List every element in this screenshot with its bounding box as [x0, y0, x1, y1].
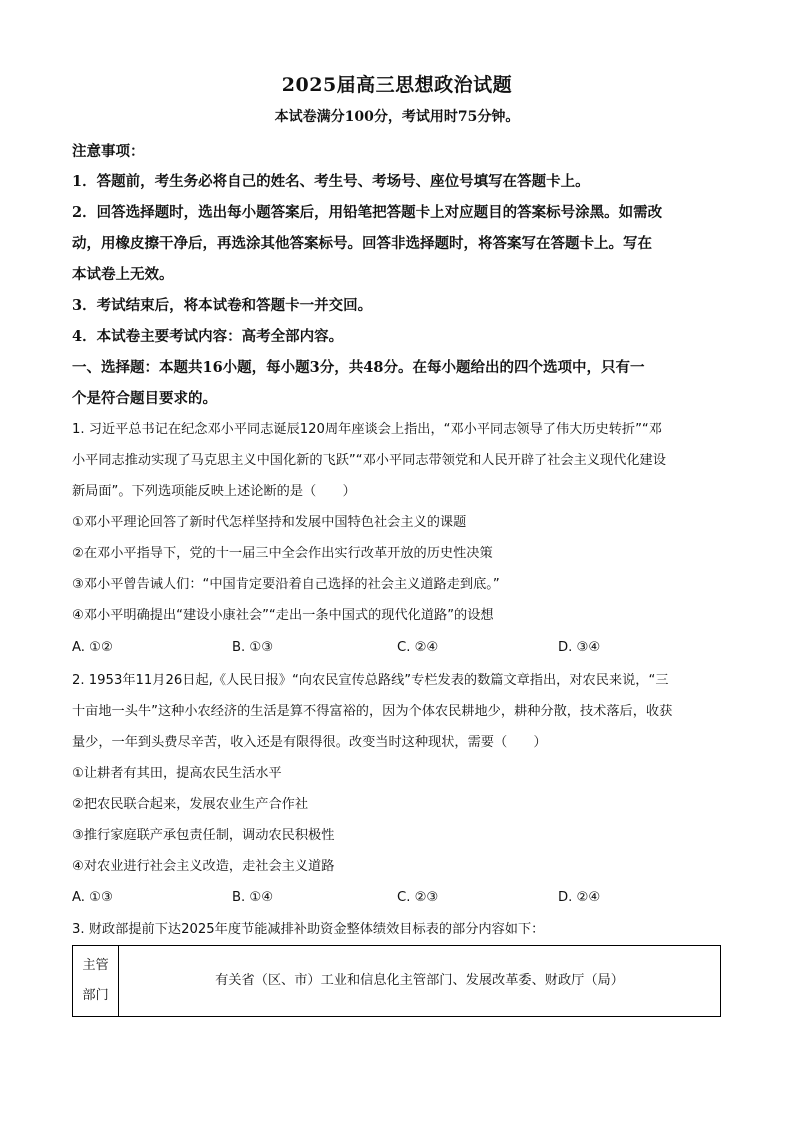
notice-item: 1．答题前，考生务必将自己的姓名、考生号、考场号、座位号填写在答题卡上。: [72, 173, 590, 190]
page-title: 2025届高三思想政治试题: [281, 74, 513, 96]
notice-item: 动，用橡皮擦干净后，再选涂其他答案标号。回答非选择题时，将答案写在答题卡上。写在: [72, 235, 652, 252]
notice-item: 3．考试结束后，将本试卷和答题卡一并交回。: [72, 297, 373, 314]
table-header-cell: [73, 946, 119, 1016]
question-3-stem: 3. 财政部提前下达2025年度节能减排补助资金整体绩效目标表的部分内容如下：: [72, 922, 545, 937]
exam-info: 本试卷满分100分，考试用时75分钟。: [274, 109, 520, 125]
question-1-stem: 新局面”。下列选项能反映上述论断的是（ ）: [72, 484, 356, 499]
question-2-item: ①让耕者有其田，提高农民生活水平: [72, 766, 282, 781]
option-d[interactable]: D. ②④: [558, 890, 601, 905]
question-1-stem: 小平同志推动实现了马克思主义中国化新的飞跃”“邓小平同志带领党和人民开辟了社会主义现代化建设: [72, 453, 666, 468]
option-a[interactable]: A. ①②: [72, 640, 113, 655]
table-content-cell: 有关省（区、市）工业和信息化主管部门、发展改革委、财政厅（局）: [215, 973, 624, 988]
question-1-item: ④邓小平明确提出“建设小康社会”“走出一条中国式的现代化道路”的设想: [72, 608, 494, 623]
table-header-line: 部门: [82, 988, 109, 1003]
section-heading-cont: 个是符合题目要求的。: [72, 390, 217, 407]
question-1-item: ②在邓小平指导下，党的十一届三中全会作出实行改革开放的历史性决策: [72, 546, 493, 561]
option-b[interactable]: B. ①④: [232, 890, 274, 905]
question-1-options: [72, 632, 724, 663]
notice-item: 4．本试卷主要考试内容：高考全部内容。: [72, 328, 344, 345]
question-2-item: ④对农业进行社会主义改造，走社会主义道路: [72, 859, 335, 874]
notice-item: 2．回答选择题时，选出每小题答案后，用铅笔把答题卡上对应题目的答案标号涂黑。如需改: [72, 204, 663, 221]
question-1-stem: 1. 习近平总书记在纪念邓小平同志诞辰120周年座谈会上指出，“邓小平同志领导了伟大历史转折”“邓: [72, 422, 662, 437]
question-2-stem: 2. 1953年11月26日起,《人民日报》“向农民宣传总路线”专栏发表的数篇文章指出，对农民来说，“三: [72, 673, 669, 688]
question-2-item: ③推行家庭联产承包责任制，调动农民积极性: [72, 828, 335, 843]
question-2-item: ②把农民联合起来，发展农业生产合作社: [72, 797, 309, 812]
table-header-line: 主管: [82, 958, 109, 973]
option-b[interactable]: B. ①③: [232, 640, 274, 655]
section-heading: 一、选择题：本题共16小题，每小题3分，共48分。在每小题给出的四个选项中，只有一: [72, 359, 645, 376]
option-c[interactable]: C. ②③: [397, 890, 439, 905]
question-1-item: ③邓小平曾告诫人们：“中国肯定要沿着自己选择的社会主义道路走到底。”: [72, 577, 500, 592]
option-a[interactable]: A. ①③: [72, 890, 113, 905]
option-d[interactable]: D. ③④: [558, 640, 601, 655]
question-2-options: [72, 882, 724, 913]
question-2-stem: 量少，一年到头费尽辛苦，收入还是有限得很。改变当时这种现状，需要（ ）: [72, 735, 547, 750]
question-1-item: ①邓小平理论回答了新时代怎样坚持和发展中国特色社会主义的课题: [72, 515, 467, 530]
notice-item: 本试卷上无效。: [72, 266, 174, 283]
notice-heading: 注意事项：: [72, 143, 145, 160]
performance-target-table: [72, 945, 721, 1017]
question-2-stem: 十亩地一头牛”这种小农经济的生活是算不得富裕的，因为个体农民耕地少，耕种分散，技术落后，收获: [72, 704, 673, 719]
option-c[interactable]: C. ②④: [397, 640, 439, 655]
